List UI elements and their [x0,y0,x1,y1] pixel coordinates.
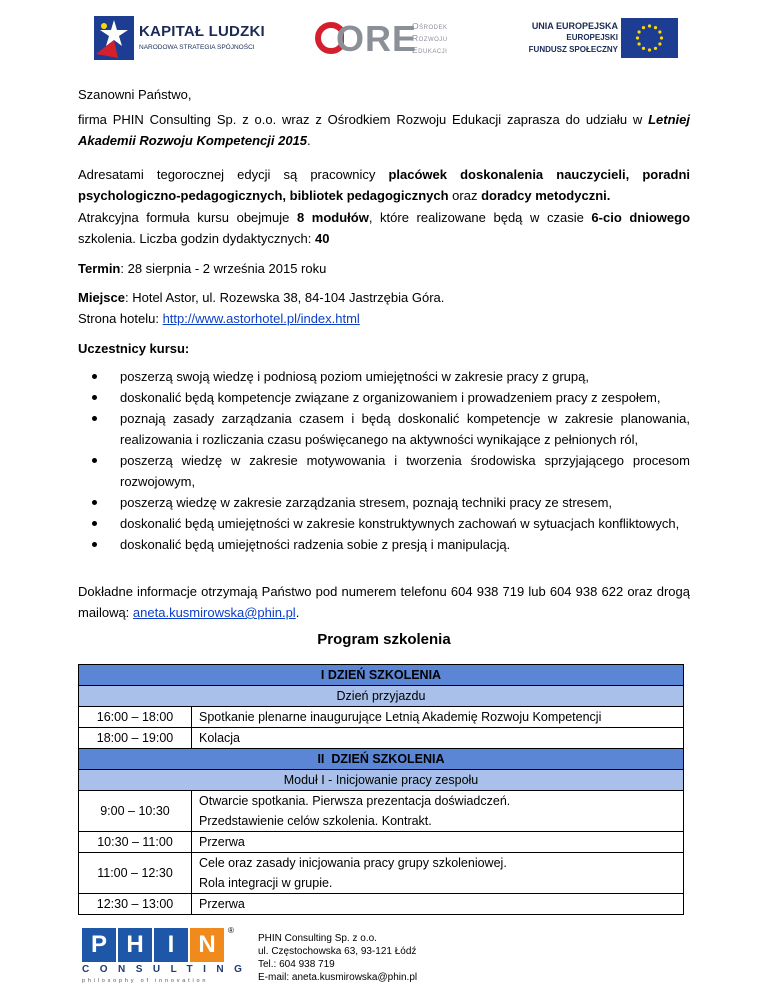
hotel-website-label: Strona hotelu: [78,311,163,326]
ore-logo [314,16,464,66]
intro-end: . [307,133,311,148]
contact-paragraph [78,581,690,623]
kapital-ludzki-subtitle: NARODOWA STRATEGIA SPÓJNOŚCI [139,44,255,51]
phin-letter-n: N [190,928,224,962]
term-value: : 28 sierpnia - 2 września 2015 roku [120,261,327,276]
course-duration: 6-cio dniowego [591,210,691,225]
ore-line-3: Edukacji [412,45,448,55]
consulting-text: CONSULTING [82,964,253,975]
registered-mark: ® [228,926,234,935]
footer-address: ul. Częstochowska 63, 93-121 Łódź [258,946,417,957]
activity-cell [192,853,684,894]
format-text-2: , które realizowane będą w czasie [368,210,592,225]
eu-line-2: EUROPEJSKI [566,33,618,42]
day-2-subheading: Moduł I - Inicjowanie pracy zespołu [79,770,684,791]
audience-conjunction: oraz [448,188,482,203]
kapital-ludzki-title: KAPITAŁ LUDZKI [139,23,265,40]
ore-full-name [412,20,448,56]
list-item: doskonalić będą kompetencje związane z organizowaniem i prowadzeniem pracy z zespołem, [78,387,690,408]
place-label: Miejsce [78,290,125,305]
table-row [79,894,684,915]
participants-heading-text: Uczestnicy kursu: [78,341,190,356]
list-item: poszerzą wiedzę w zakresie motywowania i tworzenia środowiska sprzyjającego procesom rozwojowym, [78,450,690,492]
eu-flag-icon [621,18,678,58]
intro-text: firma PHIN Consulting Sp. z o.o. wraz z Ośrodkiem Rozwoju Edukacji zaprasza do udziału w [78,112,649,127]
program-table [78,664,684,915]
term-label: Termin [78,261,121,276]
day-2-heading: II DZIEŃ SZKOLENIA [79,749,684,770]
table-row [79,665,684,686]
activity-cell: Spotkanie plenarne inaugurujące Letnią Akademię Rozwoju Kompetencji [192,707,684,728]
day-1-heading: I DZIEŃ SZKOLENIA [79,665,684,686]
audience-advisors: doradcy metodyczni. [481,188,611,203]
academy-name: Letniej Akademii Rozwoju Kompetencji 2015 [78,112,690,148]
activity-cell: Przerwa [192,894,684,915]
activity-cell [192,791,684,832]
activity-line: Otwarcie spotkania. Pierwsza prezentacja doświadczeń. [199,794,511,808]
table-row [79,853,684,894]
place-value: : Hotel Astor, ul. Rozewska 38, 84-104 Jastrzębia Góra. [124,290,445,305]
phin-tagline: philosophy of innovation [82,978,209,984]
greeting: Szanowni Państwo, [78,87,192,102]
contact-text: Dokładne informacje otrzymają Państwo pod numerem telefonu 604 938 719 lub 604 938 622 oraz drogą mailową: [78,584,690,620]
kapital-ludzki-logo [92,14,265,64]
time-cell: 18:00 – 19:00 [79,728,192,749]
audience-paragraph [78,164,690,206]
list-item: poznają zasady zarządzania czasem i będą doskonalić kompetencje w zakresie planowania, realizowania i rozliczania czasu poświęcanego na aktywności wynikające z pełnionych ról, [78,408,690,450]
contact-email-link[interactable]: aneta.kusmirowska@phin.pl [132,605,296,620]
table-row [79,707,684,728]
time-cell: 12:30 – 13:00 [79,894,192,915]
table-row [79,728,684,749]
footer-phone: Tel.: 604 938 719 [258,959,335,970]
participants-list [78,366,690,555]
activity-line: Przedstawienie celów szkolenia. Kontrakt. [199,814,432,828]
program-title: Program szkolenia [317,631,451,648]
eu-text [529,20,618,56]
table-row [79,770,684,791]
footer-email: E-mail: aneta.kusmirowska@phin.pl [258,972,418,983]
phin-logo [82,926,253,988]
time-cell: 16:00 – 18:00 [79,707,192,728]
modules-count: 8 modułów [296,210,369,225]
activity-line: Rola integracji w grupie. [199,876,333,890]
footer-contact [258,932,417,984]
eu-line-3: FUNDUSZ SPOŁECZNY [528,45,618,54]
list-item: doskonalić będą umiejętności w zakresie konstruktywnych zachowań w sytuacjach konfliktowych, [78,513,690,534]
list-item: poszerzą wiedzę w zakresie zarządzania stresem, poznają techniki pracy ze stresem, [78,492,690,513]
intro-paragraph [78,109,690,151]
table-row [79,749,684,770]
table-row [79,832,684,853]
teaching-hours: 40 [315,231,330,246]
contact-end: . [295,605,300,620]
phin-letter-p: P [82,928,116,962]
activity-cell: Kolacja [192,728,684,749]
audience-institutions: placówek doskonalenia nauczycieli, poradni psychologiczno-pedagogicznych, bibliotek pedagogicznych [78,167,690,203]
place-block [78,287,690,329]
time-cell: 9:00 – 10:30 [79,791,192,832]
activity-line: Cele oraz zasady inicjowania pracy grupy szkoleniowej. [199,856,507,870]
kapital-ludzki-emblem-icon [92,14,136,62]
eu-line-1: UNIA EUROPEJSKA [531,21,618,31]
activity-cell: Przerwa [192,832,684,853]
list-item: doskonalić będą umiejętności radzenia sobie z presją i manipulacją. [78,534,690,555]
eu-stars-icon [621,18,678,58]
table-row [79,686,684,707]
audience-text: Adresatami tegorocznej edycji są pracownicy [78,167,389,182]
time-cell: 10:30 – 11:00 [79,832,192,853]
course-format-paragraph [78,207,690,249]
hotel-website-link[interactable]: http://www.astorhotel.pl/index.html [162,311,360,326]
day-1-subheading: Dzień przyjazdu [79,686,684,707]
phin-letter-h: H [118,928,152,962]
participants-heading [78,338,690,359]
list-item: poszerzą swoją wiedzę i podniosą poziom umiejętności w zakresie pracy z grupą, [78,366,690,387]
format-text-3: szkolenia. Liczba godzin dydaktycznych: [78,231,316,246]
eu-logo [508,18,678,62]
ore-line-1: Ośrodek [412,21,448,31]
format-text-1: Atrakcyjna formuła kursu obejmuje [78,210,297,225]
phin-letter-i: I [154,928,188,962]
ore-letters: ORE [336,18,418,59]
ore-line-2: Rozwoju [412,33,448,43]
table-row [79,791,684,832]
time-cell: 11:00 – 12:30 [79,853,192,894]
term-line [78,258,690,279]
footer-company: PHIN Consulting Sp. z o.o. [258,933,377,944]
